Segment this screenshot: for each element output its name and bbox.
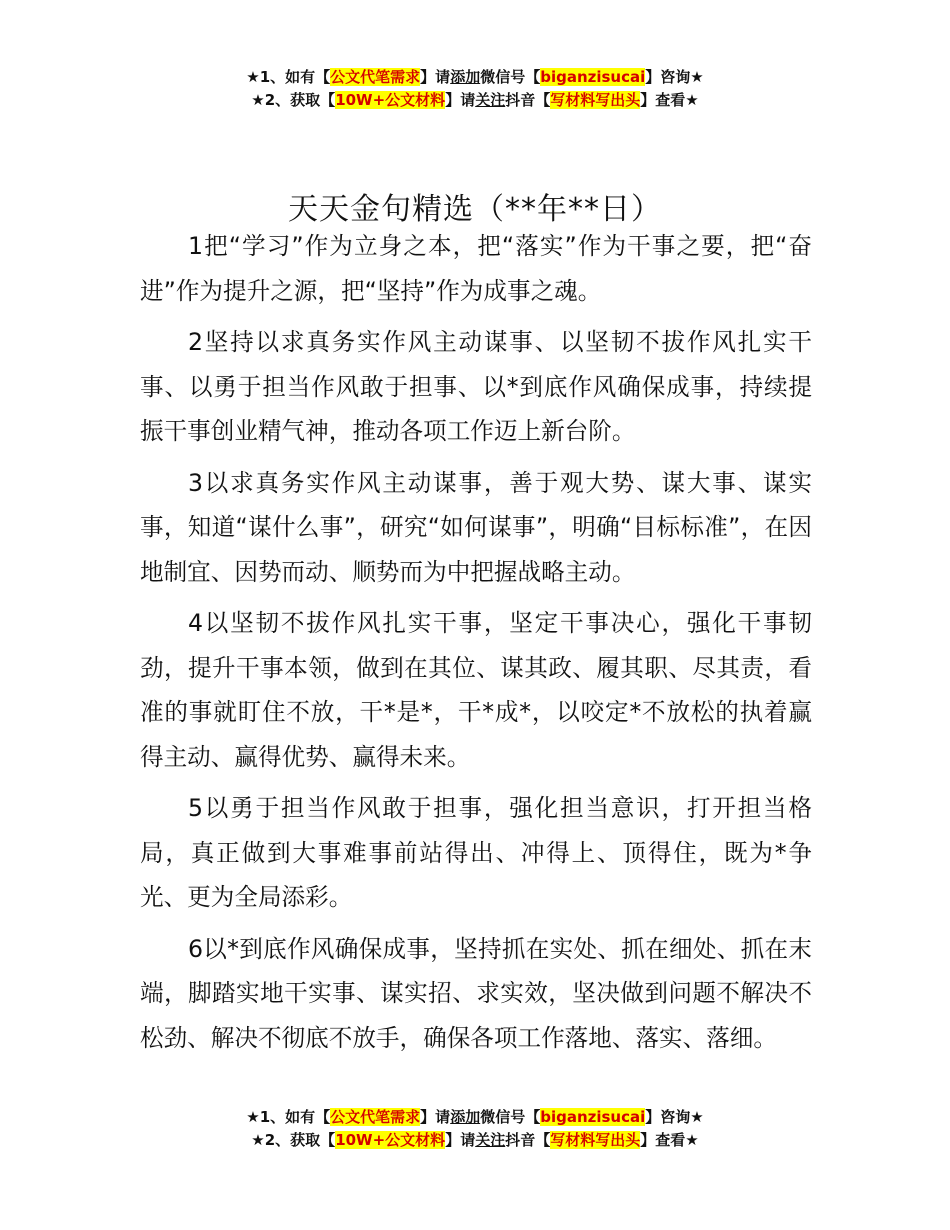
banner-highlight: 公文代笔需求 (330, 1108, 421, 1126)
banner-underline: 添加 (450, 1108, 481, 1126)
banner-text: 】咨询★ (645, 68, 704, 86)
banner-underline: 关注 (475, 1131, 506, 1149)
paragraph-5: 5以勇于担当作风敢于担事，强化担当意识，打开担当格局，真正做到大事难事前站得出、冲得上、顶得住，既为*争光、更为全局添彩。 (140, 794, 812, 911)
banner-text: 抖音【 (505, 1131, 551, 1149)
banner-highlight: 10W+公文材料 (335, 1131, 446, 1149)
banner-text: 】查看★ (640, 91, 699, 109)
banner-underline: 关注 (475, 91, 506, 109)
banner-text: 】请 (445, 1131, 476, 1149)
banner-text: 微信号【 (480, 1108, 541, 1126)
banner-highlight: biganzisucai (540, 1108, 646, 1126)
paragraph-6: 6以*到底作风确保成事，坚持抓在实处、抓在细处、抓在末端，脚踏实地干实事、谋实招、求实效，坚决做到问题不解决不松劲、解决不彻底不放手，确保各项工作落地、落实、落细。 (140, 934, 812, 1052)
paragraph-4: 4以坚韧不拔作风扎实干事，坚定干事决心，强化干事韧劲，提升干事本领，做到在其位、谋其政、履其职、尽其责，看准的事就盯住不放，干*是*，干*成*，以咬定*不放松的执着赢得主动、赢得优势、赢得未来。 (140, 609, 812, 771)
banner-text: 】请 (445, 91, 476, 109)
banner-text: 】请 (420, 68, 451, 86)
banner-text: ★2、获取【 (251, 1131, 336, 1149)
banner-text: ★1、如有【 (246, 1108, 331, 1126)
banner-text: 抖音【 (505, 91, 551, 109)
paragraph-3: 3以求真务实作风主动谋事，善于观大势、谋大事、谋实事，知道“谋什么事”，研究“如何谋事”，明确“目标标准”，在因地制宜、因势而动、顺势而为中把握战略主动。 (140, 468, 812, 586)
banner-highlight: 10W+公文材料 (335, 91, 446, 109)
header-banner (0, 66, 950, 112)
banner-text: ★1、如有【 (246, 68, 331, 86)
banner-text: 微信号【 (480, 68, 541, 86)
document-body (140, 224, 812, 1067)
banner-highlight: 写材料写出头 (550, 91, 641, 109)
banner-text: 】查看★ (640, 1131, 699, 1149)
banner-line-1 (0, 66, 950, 89)
paragraph-2: 2坚持以求真务实作风主动谋事、以坚韧不拔作风扎实干事、以勇于担当作风敢于担事、以*到底作风确保成事，持续提振干事创业精气神，推动各项工作迈上新台阶。 (140, 328, 812, 445)
paragraph-1: 1把“学习”作为立身之本，把“落实”作为干事之要，把“奋进”作为提升之源，把“坚持”作为成事之魂。 (140, 232, 812, 305)
banner-underline: 添加 (450, 68, 481, 86)
banner-highlight: biganzisucai (540, 68, 646, 86)
banner-highlight: 公文代笔需求 (330, 68, 421, 86)
banner-line-2 (0, 89, 950, 112)
banner-text: 】请 (420, 1108, 451, 1126)
footer-banner (0, 1106, 950, 1152)
banner-text: 】咨询★ (645, 1108, 704, 1126)
banner-highlight: 写材料写出头 (550, 1131, 641, 1149)
page-title: 天天金句精选（**年**日） (288, 192, 662, 228)
banner-line-1 (0, 1106, 950, 1129)
banner-line-2 (0, 1129, 950, 1152)
banner-text: ★2、获取【 (251, 91, 336, 109)
